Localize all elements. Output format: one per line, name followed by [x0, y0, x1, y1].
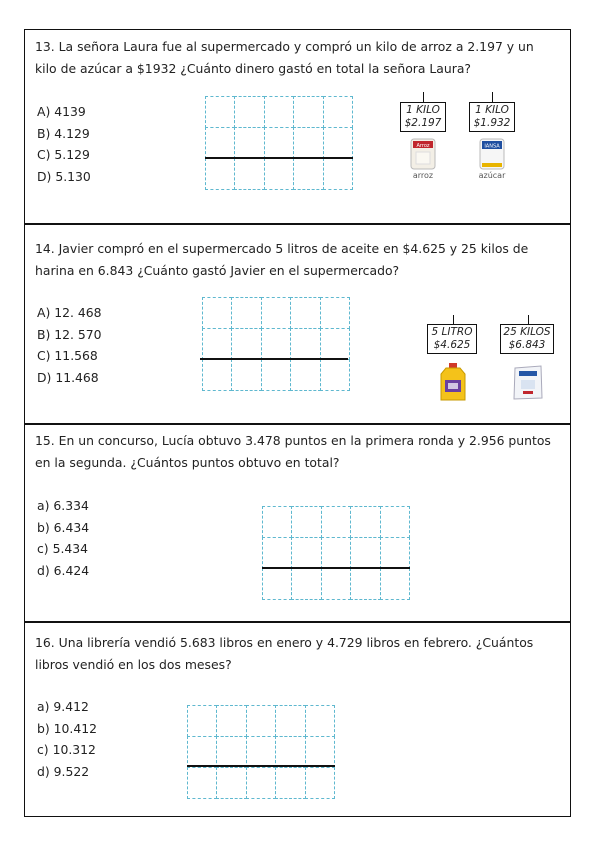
problem-13-text: 13. La señora Laura fue al supermercado y compró un kilo de arroz a 2.197 y un kilo de azúcar a $1932 ¿Cuánto dinero gastó en total la señora Laura? [35, 39, 534, 76]
problem-15-box [24, 423, 571, 623]
price-tag-sugar: 1 KILO $1.932 [469, 102, 515, 132]
sugar-caption: azúcar [478, 171, 506, 180]
sum-line [205, 157, 353, 159]
option-b[interactable]: B) 4.129 [37, 125, 90, 141]
problem-16-text: 16. Una librería vendió 5.683 libros en enero y 4.729 libros en febrero. ¿Cuántos libros vendió en los dos meses? [35, 635, 534, 672]
sum-line [187, 765, 335, 767]
oil-bottle-icon [438, 362, 468, 402]
price-tag-flour: 25 KILOS $6.843 [500, 324, 554, 354]
option-d[interactable]: D) 11.468 [37, 369, 99, 385]
problem-16-box [24, 621, 571, 817]
option-d[interactable]: d) 9.522 [37, 763, 90, 779]
sum-line [262, 567, 410, 569]
option-a[interactable]: A) 4139 [37, 104, 86, 119]
price-tag-oil: 5 LITRO $4.625 [427, 324, 477, 354]
problem-14-options [37, 302, 102, 388]
option-c[interactable]: C) 5.129 [37, 147, 90, 162]
option-c[interactable]: C) 11.568 [37, 348, 98, 363]
addition-grid[interactable] [262, 506, 410, 599]
option-c[interactable]: c) 10.312 [37, 742, 96, 757]
problem-13-options [37, 101, 91, 187]
problem-15-text: 15. En un concurso, Lucía obtuvo 3.478 puntos en la primera ronda y 2.956 puntos en la segunda. ¿Cuántos puntos obtuvo en total? [35, 433, 551, 470]
option-d[interactable]: d) 6.424 [37, 562, 90, 578]
rice-brand: Arroz [416, 143, 430, 149]
option-d[interactable]: D) 5.130 [37, 168, 91, 184]
option-a[interactable]: a) 6.334 [37, 498, 89, 513]
problem-13-box [24, 29, 571, 225]
sugar-brand: IANSA [484, 143, 500, 150]
option-a[interactable]: a) 9.412 [37, 699, 89, 714]
addition-grid[interactable] [205, 96, 353, 189]
problem-15-options [37, 495, 89, 581]
sum-line [200, 358, 348, 360]
addition-grid[interactable] [187, 705, 335, 798]
problem-14-text: 14. Javier compró en el supermercado 5 litros de aceite en $4.625 y 25 kilos de harina en 6.843 ¿Cuánto gastó Javier en el supermercado? [35, 241, 529, 278]
problem-16-options [37, 696, 97, 782]
flour-bag-icon [512, 364, 544, 400]
rice-package-icon [410, 138, 436, 170]
sugar-package-icon [479, 138, 505, 170]
addition-grid[interactable] [202, 297, 350, 390]
option-b[interactable]: B) 12. 570 [37, 326, 102, 342]
option-c[interactable]: c) 5.434 [37, 541, 89, 556]
problem-14-box [24, 223, 571, 425]
rice-caption: arroz [412, 171, 434, 180]
option-b[interactable]: b) 6.434 [37, 519, 90, 535]
price-tag-rice: 1 KILO $2.197 [400, 102, 446, 132]
option-b[interactable]: b) 10.412 [37, 720, 97, 736]
option-a[interactable]: A) 12. 468 [37, 305, 102, 320]
